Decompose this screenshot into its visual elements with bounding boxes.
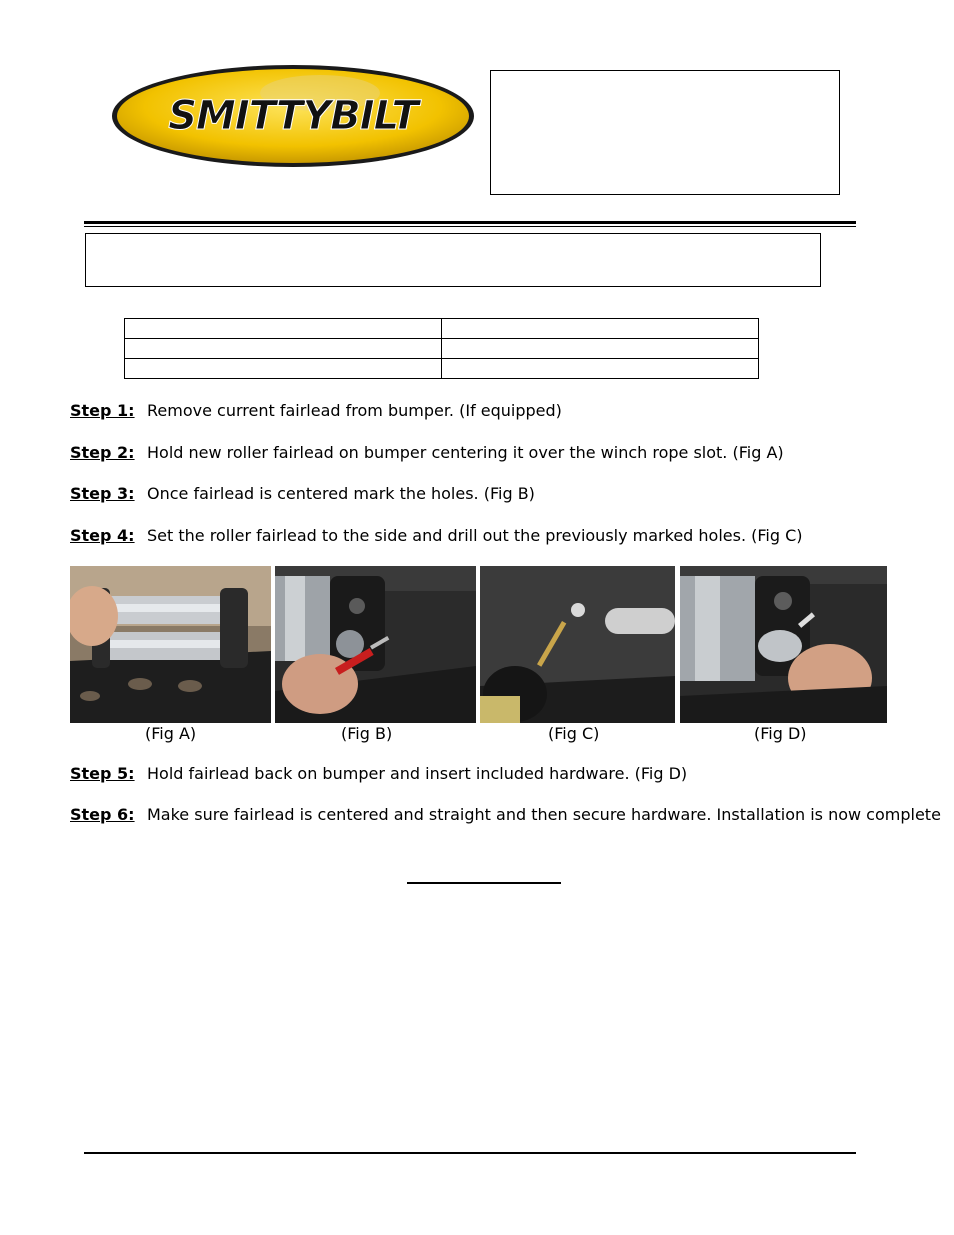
- title-box: [85, 233, 821, 287]
- header-rule-thin: [84, 226, 856, 227]
- smittybilt-logo: [110, 63, 476, 169]
- fig-a-photo: [70, 566, 271, 723]
- table-cell: [125, 339, 442, 359]
- fig-d-photo: [680, 566, 887, 723]
- step-text: Make sure fairlead is centered and straight and then secure hardware. Installation is now complete: [147, 805, 941, 824]
- table-row: [125, 359, 759, 379]
- step-label: Step 3:: [70, 484, 135, 503]
- step-label: Step 5:: [70, 764, 135, 783]
- svg-text:SMITTYBILT: SMITTYBILT: [168, 93, 418, 139]
- step-label: Step 1:: [70, 401, 135, 420]
- step-label: Step 2:: [70, 443, 135, 462]
- table-cell: [125, 319, 442, 339]
- fig-d-caption: (Fig D): [754, 724, 807, 743]
- table-cell: [442, 359, 759, 379]
- step-text: Once fairlead is centered mark the holes. (Fig B): [147, 484, 535, 503]
- step-text: Hold new roller fairlead on bumper centering it over the winch rope slot. (Fig A): [147, 443, 784, 462]
- section-rule: [407, 882, 561, 884]
- fig-b-photo: [275, 566, 476, 723]
- header-rule-thick: [84, 221, 856, 224]
- step-text: Hold fairlead back on bumper and insert included hardware. (Fig D): [147, 764, 688, 783]
- step-label: Step 6:: [70, 805, 135, 824]
- fig-b-caption: (Fig B): [341, 724, 393, 743]
- fig-a-caption: (Fig A): [145, 724, 197, 743]
- header-info-box: [490, 70, 840, 195]
- fig-c-photo: [480, 566, 675, 723]
- footer-rule: [84, 1152, 856, 1154]
- table-cell: [442, 339, 759, 359]
- table-cell: [125, 359, 442, 379]
- step-text: Remove current fairlead from bumper. (If equipped): [147, 401, 562, 420]
- parts-table: [124, 318, 759, 379]
- step-label: Step 4:: [70, 526, 135, 545]
- table-cell: [442, 319, 759, 339]
- table-row: [125, 339, 759, 359]
- fig-c-caption: (Fig C): [548, 724, 600, 743]
- table-row: [125, 319, 759, 339]
- step-text: Set the roller fairlead to the side and drill out the previously marked holes. (Fig C): [147, 526, 803, 545]
